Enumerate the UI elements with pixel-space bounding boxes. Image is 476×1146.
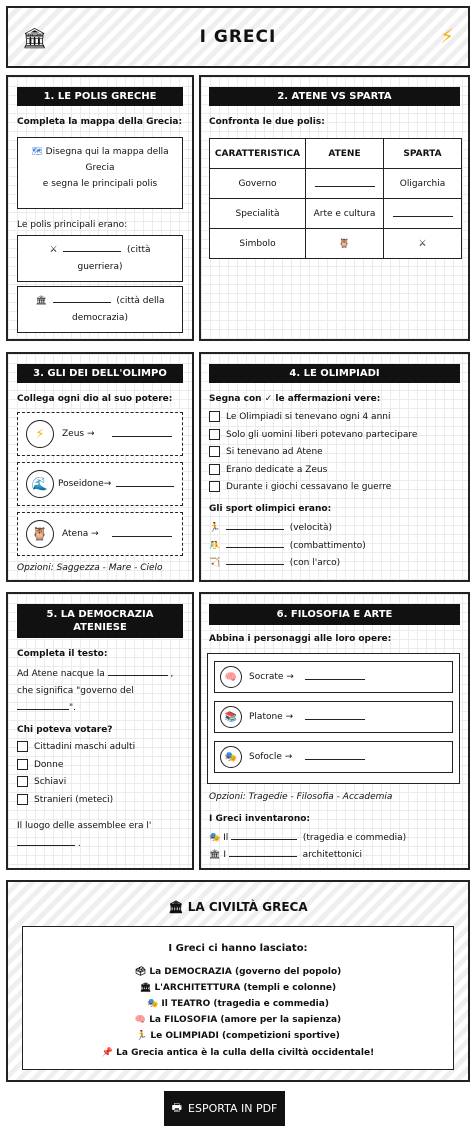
section-instruction: Abbina i personaggi alle loro opere: bbox=[209, 634, 392, 644]
section-democrazia bbox=[6, 592, 194, 870]
sports-list bbox=[209, 520, 366, 573]
map-line-2: Grecia bbox=[85, 163, 115, 173]
assembly-text bbox=[17, 817, 151, 853]
answer-cell[interactable] bbox=[384, 199, 462, 229]
section-instruction: Completa il testo: bbox=[17, 649, 108, 659]
temple-icon: 🏛 bbox=[22, 26, 48, 50]
statement-text: Solo gli uomini liberi potevano partecipare bbox=[226, 429, 418, 440]
checkbox[interactable] bbox=[17, 776, 28, 787]
person-match-row bbox=[214, 701, 453, 733]
summary-footer-text: La Grecia antica è la culla della civiltà occidentale! bbox=[116, 1048, 375, 1058]
theater-masks-icon: 🎭 bbox=[220, 746, 242, 768]
swords-icon: ⚔ bbox=[49, 245, 58, 255]
statement-text: Le Olimpiadi si tenevano ogni 4 anni bbox=[226, 412, 391, 422]
comparison-table bbox=[209, 138, 462, 259]
list-item bbox=[209, 444, 417, 462]
section-gods bbox=[6, 352, 194, 582]
polis-principal-label: Le polis principali erano: bbox=[17, 220, 128, 230]
person-match-row bbox=[214, 661, 453, 693]
voter-option: Schiavi bbox=[34, 777, 67, 787]
list-item bbox=[209, 555, 366, 573]
checkbox[interactable] bbox=[17, 741, 28, 752]
god-match-row bbox=[17, 512, 183, 556]
polis-hint: (città della bbox=[116, 296, 165, 306]
voter-option: Cittadini maschi adulti bbox=[34, 742, 136, 752]
list-item bbox=[17, 774, 135, 792]
fill-text-part: che significa "governo del bbox=[17, 686, 134, 696]
voters-title: Chi poteva votare? bbox=[17, 725, 113, 735]
list-item bbox=[23, 1012, 453, 1028]
statement-text: Durante i giochi cessavano le guerre bbox=[226, 482, 392, 492]
list-item bbox=[23, 1028, 453, 1044]
assembly-question: Il luogo delle assemblee era l' bbox=[17, 821, 152, 831]
section-title-line2: ATENIESE bbox=[73, 622, 127, 633]
column-header: SPARTA bbox=[384, 139, 462, 169]
table-cell: Oligarchia bbox=[384, 169, 462, 199]
legacy-text: Il TEATRO (tragedia e commedia) bbox=[161, 999, 329, 1009]
polis-hint: (città bbox=[127, 245, 151, 255]
section-title: 2. ATENE VS SPARTA bbox=[209, 87, 460, 106]
books-icon: 📚 bbox=[220, 706, 242, 728]
summary-footer bbox=[23, 1048, 453, 1058]
map-line-1: Disegna qui la mappa della bbox=[45, 147, 169, 157]
list-item bbox=[17, 792, 135, 810]
legacy-text: La DEMOCRAZIA (governo del popolo) bbox=[149, 967, 342, 977]
sport-hint: (con l'arco) bbox=[289, 558, 341, 568]
list-item bbox=[23, 980, 453, 996]
export-pdf-button[interactable] bbox=[164, 1091, 285, 1126]
god-name: Zeus → bbox=[62, 429, 95, 439]
legacy-text: Le OLIMPIADI (competizioni sportive) bbox=[150, 1031, 340, 1041]
polis-answer-box-2 bbox=[17, 286, 183, 333]
god-name: Atena → bbox=[62, 529, 99, 539]
fill-text-part: Ad Atene nacque la bbox=[17, 669, 105, 679]
brain-icon: 🧠 bbox=[220, 666, 242, 688]
list-item bbox=[209, 427, 417, 445]
sport-hint: (velocità) bbox=[289, 523, 333, 533]
checkbox[interactable] bbox=[209, 464, 220, 475]
sports-title: Gli sport olimpici erano: bbox=[209, 504, 332, 514]
polis-hint-line2: guerriera) bbox=[77, 262, 123, 272]
polis-hint-line2: democrazia) bbox=[72, 313, 128, 323]
voter-option: Donne bbox=[34, 759, 64, 770]
sport-hint: (combattimento) bbox=[289, 540, 366, 551]
ballot-icon: 🗳 bbox=[134, 967, 147, 977]
statement-text: Si tenevano ad Atene bbox=[226, 447, 323, 457]
fill-text-part: ". bbox=[69, 703, 77, 713]
swords-icon: ⚔ bbox=[384, 229, 462, 259]
map-drawing-area[interactable] bbox=[17, 137, 183, 209]
section-title: 3. GLI DEI DELL'OLIMPO bbox=[17, 364, 183, 383]
checkbox[interactable] bbox=[209, 446, 220, 457]
summary-title-text: LA CIVILTÀ GRECA bbox=[187, 900, 308, 914]
owl-icon: 🦉 bbox=[306, 229, 384, 259]
map-line-3: e segna le principali polis bbox=[42, 179, 158, 189]
person-name: Platone → bbox=[249, 712, 294, 722]
god-match-row bbox=[17, 462, 183, 506]
printer-icon: 🖶 bbox=[171, 1101, 183, 1114]
answer-cell[interactable] bbox=[306, 169, 384, 199]
legacy-text: L'ARCHITETTURA (templi e colonne) bbox=[154, 983, 337, 993]
theater-masks-icon: 🎭 bbox=[209, 833, 221, 843]
section-title: 6. FILOSOFIA E ARTE bbox=[209, 604, 460, 625]
section-olimpiadi bbox=[199, 352, 470, 582]
answer-blank[interactable] bbox=[112, 528, 172, 537]
list-item bbox=[23, 996, 453, 1012]
fill-text-part: , bbox=[170, 669, 174, 679]
answer-blank[interactable] bbox=[231, 831, 297, 840]
voter-option: Stranieri (meteci) bbox=[34, 794, 114, 805]
lightning-icon: ⚡ bbox=[26, 420, 54, 448]
bow-icon: 🏹 bbox=[209, 558, 221, 568]
list-item bbox=[209, 479, 417, 497]
temple-icon: 🏛 bbox=[209, 850, 221, 860]
map-icon: 🗺 bbox=[31, 147, 43, 157]
checkbox[interactable] bbox=[209, 411, 220, 422]
god-match-row bbox=[17, 412, 183, 456]
theater-masks-icon: 🎭 bbox=[147, 999, 159, 1009]
invented-prefix: I bbox=[223, 850, 226, 860]
answer-blank[interactable] bbox=[226, 539, 284, 548]
section-instruction: Segna con ✓ le affermazioni vere: bbox=[209, 394, 381, 404]
section-title: 1. LE POLIS GRECHE bbox=[17, 87, 183, 106]
brain-icon: 🧠 bbox=[134, 1015, 147, 1025]
answer-blank[interactable] bbox=[229, 848, 297, 857]
export-pdf-label: ESPORTA IN PDF bbox=[188, 1102, 278, 1115]
statement-text: Erano dedicate a Zeus bbox=[226, 464, 328, 475]
table-header-row bbox=[210, 139, 462, 169]
legacy-text: La FILOSOFIA (amore per la sapienza) bbox=[149, 1015, 342, 1025]
invented-title: I Greci inventarono: bbox=[209, 814, 311, 824]
table-row bbox=[210, 229, 462, 259]
temple-icon: 🏛 bbox=[139, 983, 152, 993]
answer-blank[interactable] bbox=[305, 711, 365, 720]
page-header bbox=[6, 6, 470, 68]
options-hint: Opzioni: Saggezza - Mare - Cielo bbox=[17, 563, 163, 573]
answer-blank[interactable] bbox=[305, 671, 365, 680]
answer-blank[interactable] bbox=[116, 478, 174, 487]
voters-list bbox=[17, 739, 135, 809]
list-item bbox=[17, 739, 135, 757]
table-row bbox=[210, 199, 462, 229]
row-label: Specialità bbox=[210, 199, 306, 229]
runner-icon: 🏃 bbox=[209, 523, 221, 533]
section-title: 4. LE OLIMPIADI bbox=[209, 364, 460, 383]
section-instruction: Completa la mappa della Grecia: bbox=[17, 117, 183, 127]
answer-blank[interactable] bbox=[53, 294, 111, 303]
summary-subtitle: I Greci ci hanno lasciato: bbox=[168, 943, 308, 954]
checkbox[interactable] bbox=[209, 429, 220, 440]
statement-list bbox=[209, 409, 417, 497]
list-item bbox=[17, 757, 135, 775]
section-atene-sparta bbox=[199, 75, 470, 341]
invented-prefix: Il bbox=[223, 833, 229, 843]
section-title bbox=[17, 604, 183, 638]
checkbox[interactable] bbox=[209, 481, 220, 492]
row-label: Simbolo bbox=[210, 229, 306, 259]
match-container bbox=[207, 653, 460, 784]
answer-blank[interactable] bbox=[17, 837, 75, 846]
column-header: ATENE bbox=[306, 139, 384, 169]
invented-list bbox=[209, 830, 406, 864]
person-match-row bbox=[214, 741, 453, 773]
pin-icon: 📌 bbox=[101, 1048, 114, 1058]
owl-icon: 🦉 bbox=[26, 520, 54, 548]
answer-blank[interactable] bbox=[112, 428, 172, 437]
person-name: Sofocle → bbox=[249, 752, 293, 762]
table-cell: Arte e cultura bbox=[306, 199, 384, 229]
table-row bbox=[210, 169, 462, 199]
section-instruction: Confronta le due polis: bbox=[209, 117, 325, 127]
answer-blank[interactable] bbox=[226, 521, 284, 530]
answer-blank[interactable] bbox=[17, 701, 69, 710]
section-filosofia bbox=[199, 592, 470, 870]
invented-hint: architettonici bbox=[302, 850, 363, 860]
answer-blank[interactable] bbox=[305, 751, 365, 760]
list-item bbox=[23, 964, 453, 980]
checkbox[interactable] bbox=[17, 759, 28, 770]
list-item bbox=[209, 830, 406, 847]
legacy-list bbox=[23, 964, 453, 1044]
answer-blank[interactable] bbox=[63, 243, 121, 252]
temple-icon: 🏛 bbox=[35, 296, 47, 306]
temple-icon: 🏛 bbox=[168, 900, 184, 914]
polis-answer-box-1 bbox=[17, 235, 183, 282]
summary-title bbox=[8, 900, 468, 914]
section-polis bbox=[6, 75, 194, 341]
answer-blank[interactable] bbox=[108, 667, 168, 676]
list-item bbox=[209, 409, 417, 427]
list-item bbox=[209, 520, 366, 538]
lightning-icon: ⚡ bbox=[439, 24, 454, 48]
list-item bbox=[209, 847, 406, 864]
list-item bbox=[209, 462, 417, 480]
page-title: I GRECI bbox=[199, 27, 277, 47]
section-instruction: Collega ogni dio al suo potere: bbox=[17, 394, 173, 404]
column-header: CARATTERISTICA bbox=[210, 139, 306, 169]
summary-section bbox=[6, 880, 470, 1082]
wrestling-icon: 🤼 bbox=[209, 540, 221, 551]
section-title-line1: 5. LA DEMOCRAZIA bbox=[46, 609, 154, 620]
options-hint: Opzioni: Tragedie - Filosofia - Accademia bbox=[209, 792, 393, 802]
assembly-end: . bbox=[77, 839, 81, 849]
god-name: Poseidone→ bbox=[58, 479, 112, 489]
answer-blank[interactable] bbox=[226, 556, 284, 565]
invented-hint: (tragedia e commedia) bbox=[302, 833, 407, 843]
runner-icon: 🏃 bbox=[136, 1031, 148, 1041]
fill-text bbox=[17, 666, 189, 717]
person-name: Socrate → bbox=[249, 672, 294, 682]
summary-box bbox=[22, 926, 454, 1070]
list-item bbox=[209, 538, 366, 556]
wave-icon: 🌊 bbox=[26, 470, 54, 498]
checkbox[interactable] bbox=[17, 794, 28, 805]
row-label: Governo bbox=[210, 169, 306, 199]
